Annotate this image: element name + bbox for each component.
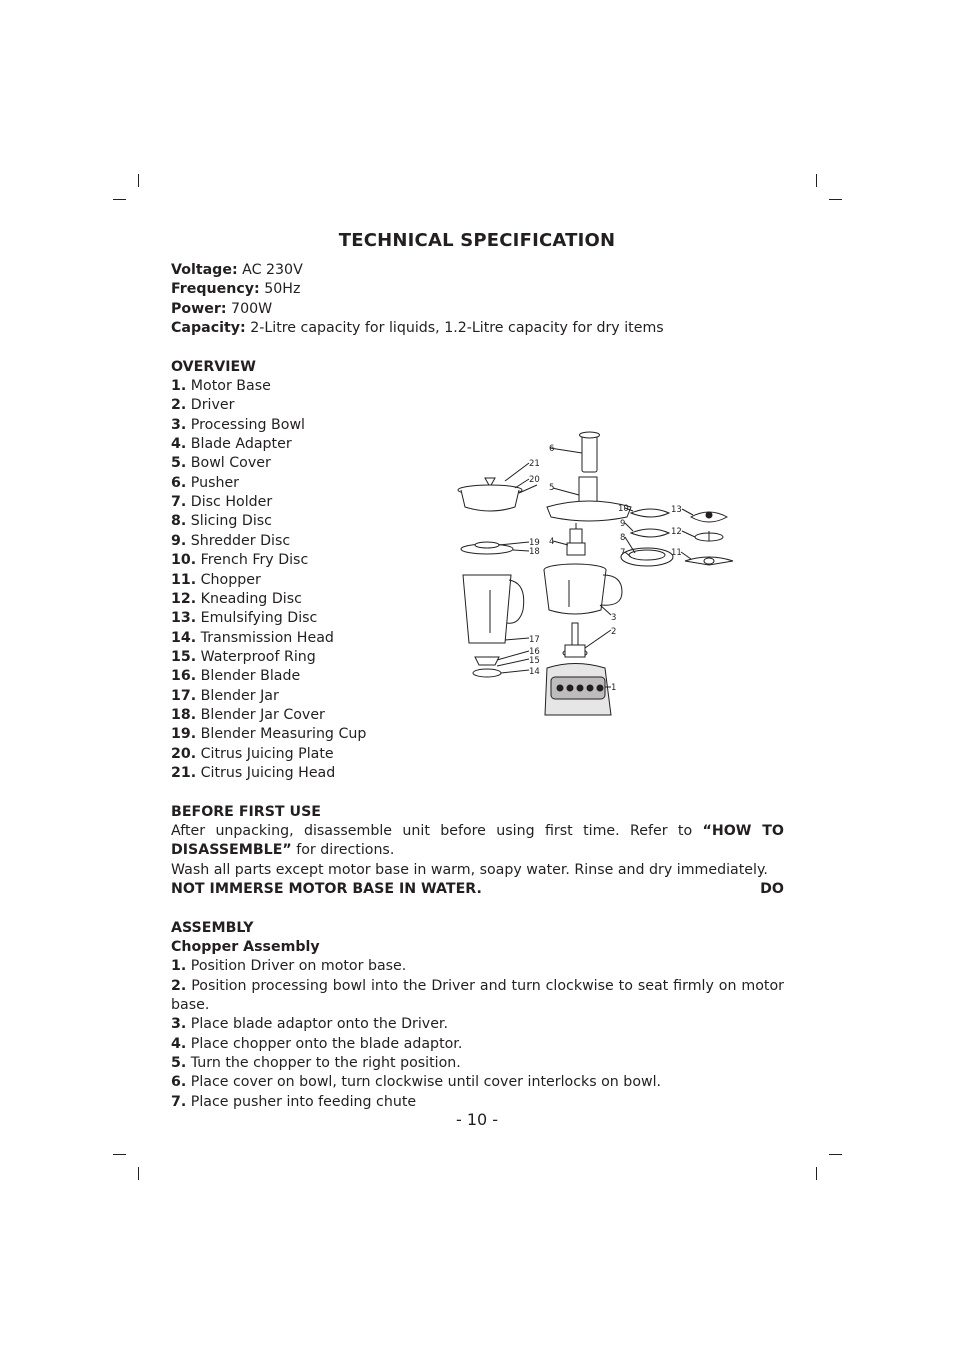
diagram-label: 4 (549, 537, 555, 547)
crop-mark (113, 1154, 126, 1155)
chopper-illustration (685, 557, 733, 565)
crop-mark (138, 174, 139, 187)
kneading-disc-illustration (695, 531, 723, 541)
list-item: 17. Blender Jar (171, 687, 279, 704)
crop-mark (816, 1167, 817, 1180)
list-item: 11. Chopper (171, 571, 261, 588)
crop-mark (829, 1154, 842, 1155)
list-item: 19. Blender Measuring Cup (171, 726, 367, 743)
slicing-disc-illustration (621, 548, 673, 566)
diagram-label: 8 (620, 533, 626, 543)
list-item: 4. Place chopper onto the blade adaptor. (171, 1035, 463, 1052)
crop-mark (138, 1167, 139, 1180)
list-item: 21. Citrus Juicing Head (171, 764, 336, 781)
list-item: 16. Blender Blade (171, 668, 301, 685)
list-item: 1. Position Driver on motor base. (171, 958, 407, 975)
blender-base-illustration (473, 657, 501, 677)
list-item: 2. Driver (171, 397, 235, 414)
list-item: 18. Blender Jar Cover (171, 706, 325, 723)
diagram-label: 6 (549, 444, 555, 454)
citrus-juicer-illustration (458, 478, 537, 511)
list-item: 6. Place cover on bowl, turn clockwise until cover interlocks on bowl. (171, 1074, 662, 1091)
motor-base-illustration (545, 664, 611, 716)
list-item: 1. Motor Base (171, 378, 271, 395)
page-number: - 10 - (455, 1110, 499, 1129)
page-title: TECHNICAL SPECIFICATION (338, 230, 616, 251)
list-item: 20. Citrus Juicing Plate (171, 745, 334, 762)
chopper-assembly-subheading: Chopper Assembly (171, 939, 320, 956)
french-fry-disc-illustration (631, 509, 669, 517)
bowl-cover-illustration (547, 477, 631, 521)
list-item: 5. Bowl Cover (171, 455, 271, 472)
list-item: 8. Slicing Disc (171, 513, 272, 530)
shredder-disc-illustration (631, 529, 669, 537)
spec-power: Power: 700W (171, 300, 273, 317)
list-item: 4. Blade Adapter (171, 436, 292, 453)
list-item: 7. Place pusher into feeding chute (171, 1093, 417, 1110)
before-first-use-line-1: After unpacking, disassemble unit before using first time. Refer to “HOW TO (171, 822, 784, 839)
crop-mark (113, 199, 126, 200)
assembly-steps (171, 957, 784, 1112)
driver-illustration (563, 623, 587, 657)
diagram-label: 11 (671, 548, 682, 558)
diagram-label: 21 (529, 459, 540, 469)
diagram-label: 17 (529, 635, 540, 645)
diagram-label: 15 (529, 656, 540, 666)
diagram-label: 14 (529, 667, 540, 677)
pusher-illustration (580, 432, 600, 472)
list-item: 13. Emulsifying Disc (171, 610, 318, 627)
diagram-label: 10 (618, 504, 629, 514)
spec-capacity: Capacity: 2-Litre capacity for liquids, 1.2-Litre capacity for dry items (171, 320, 664, 337)
before-first-use-line-3: Wash all parts except motor base in warm, soapy water. Rinse and dry immediately. DO (171, 861, 784, 897)
before-first-use-line-2: DISASSEMBLE” for directions. (171, 842, 395, 859)
list-item: 15. Waterproof Ring (171, 648, 316, 665)
emulsifying-disc-illustration (691, 512, 727, 522)
list-item: 14. Transmission Head (171, 629, 334, 646)
diagram-label: 2 (611, 627, 617, 637)
diagram-label: 13 (671, 505, 682, 515)
blade-adapter-illustration (567, 523, 585, 555)
before-first-use-heading: BEFORE FIRST USE (171, 803, 321, 820)
list-item: 3. Place blade adaptor onto the Driver. (171, 1016, 448, 1033)
blender-jar-cover-illustration (461, 542, 513, 554)
diagram-label: 18 (529, 547, 540, 557)
diagram-label: 19 (529, 538, 540, 548)
list-item: 9. Shredder Disc (171, 532, 291, 549)
list-item: 12. Kneading Disc (171, 590, 302, 607)
diagram-label: 20 (529, 475, 540, 485)
diagram-label: 16 (529, 647, 540, 657)
crop-mark (816, 174, 817, 187)
spec-frequency: Frequency: 50Hz (171, 281, 301, 298)
diagram-label: 12 (671, 527, 682, 537)
processing-bowl-illustration (544, 564, 622, 614)
list-item: 3. Processing Bowl (171, 416, 306, 433)
overview-heading: OVERVIEW (171, 358, 256, 375)
diagram-label: 9 (620, 519, 626, 529)
list-item: 2. Position processing bowl into the Driver and turn clockwise to seat firmly on motor base. (171, 977, 784, 1014)
assembly-heading: ASSEMBLY (171, 919, 254, 936)
diagram-label: 5 (549, 483, 555, 493)
before-first-use-line-4: NOT IMMERSE MOTOR BASE IN WATER. (171, 881, 482, 897)
spec-list (171, 261, 784, 338)
list-item: 10. French Fry Disc (171, 552, 309, 569)
list-item: 6. Pusher (171, 474, 240, 491)
diagram-label: 1 (611, 683, 617, 693)
crop-mark (829, 199, 842, 200)
exploded-parts-diagram (445, 425, 745, 725)
diagram-label: 3 (611, 613, 617, 623)
list-item: 7. Disc Holder (171, 494, 273, 511)
spec-voltage: Voltage: AC 230V (171, 262, 303, 278)
diagram-label: 7 (620, 548, 626, 558)
blender-jar-illustration (463, 575, 524, 643)
list-item: 5. Turn the chopper to the right position. (171, 1055, 461, 1072)
